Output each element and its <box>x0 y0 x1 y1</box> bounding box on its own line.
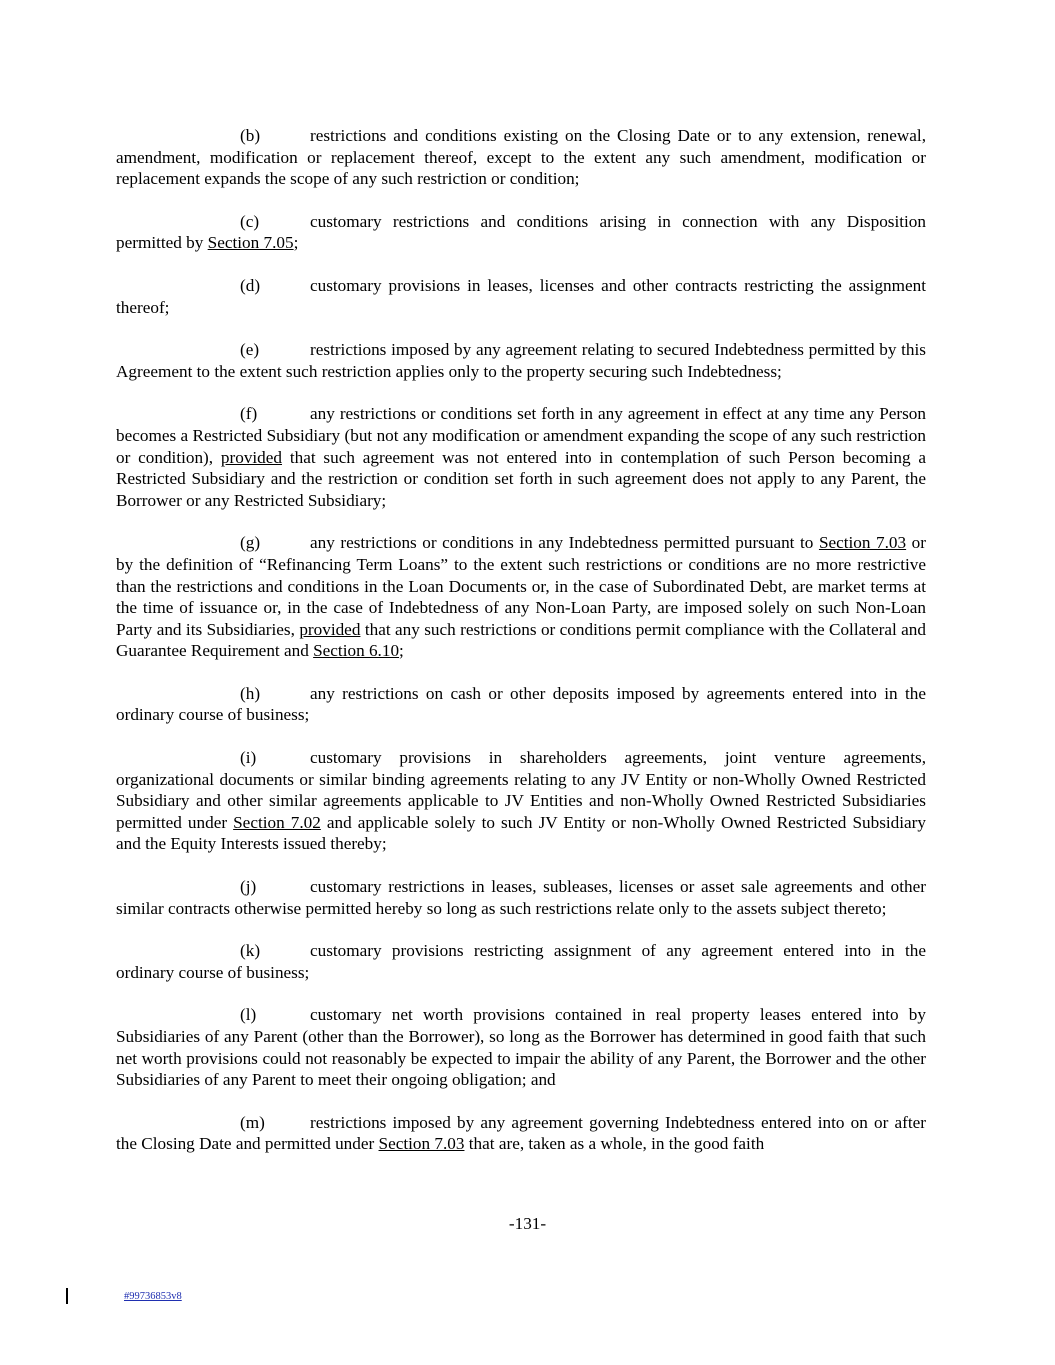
clause-m <box>116 1112 926 1155</box>
section-reference-link: Section 7.03 <box>818 533 907 553</box>
clause-h <box>116 683 926 726</box>
clause-e <box>116 339 926 382</box>
clause-text: customary provisions in shareholders agreements, joint venture agreements, organizational documents or similar binding agreements relating to any JV Entity or non-Wholly Owned Restricted Subsidiary and other similar agreements applicable to JV Entities and non-Wholly Owned Restricted Subsidiaries permitted under <box>116 748 926 832</box>
clause-text: any restrictions on cash or other deposits imposed by agreements entered into in the ordinary course of business; <box>116 683 926 725</box>
clause-label: (m) <box>240 1112 265 1132</box>
clause-label: (k) <box>240 941 261 961</box>
clause-c <box>116 211 926 254</box>
clause-text: that such agreement was not entered into in contemplation of such Person becoming a Restricted Subsidiary and the restriction or condition set forth in such agreement does not apply to any Parent, the Borrower or any Restricted Subsidiary; <box>116 447 927 510</box>
clause-label: (d) <box>240 275 261 295</box>
clause-d <box>116 275 926 318</box>
provided-term: provided <box>299 619 361 639</box>
clause-label: (f) <box>240 404 258 424</box>
clause-text: and applicable solely to such JV Entity or non-Wholly Owned Restricted Subsidiary and the Equity Interests issued thereby; <box>116 812 926 854</box>
clause-text: restrictions imposed by any agreement governing Indebtedness entered into on or after the Closing Date and permitted under <box>116 1112 926 1154</box>
clause-i <box>116 747 926 855</box>
clause-text: customary net worth provisions contained in real property leases entered into by Subsidiaries of any Parent (other than the Borrower), so long as the Borrower has determined in good faith that such net worth provisions could not reasonably be expected to impair the ability of any Parent, the Borrower and the other Subsidiaries of any Parent to meet their ongoing obligation; and <box>116 1005 926 1090</box>
clause-text: customary provisions restricting assignment of any agreement entered into in the ordinary course of business; <box>116 941 926 982</box>
section-reference-link: Section 6.10 <box>313 641 400 661</box>
clause-f <box>116 403 926 511</box>
clause-b <box>116 125 926 190</box>
section-reference-link: Section 7.05 <box>207 233 294 253</box>
clause-text: restrictions and conditions existing on the Closing Date or to any extension, renewal, amendment, modification or replacement thereof, except to the extent any such amendment, modification or replacement expands the scope of any such restriction or condition; <box>116 126 926 189</box>
clause-text: restrictions imposed by any agreement relating to secured Indebtedness permitted by this Agreement to the extent such restriction applies only to the property securing such Indebtedness; <box>116 340 926 381</box>
clause-label: (l) <box>240 1005 257 1025</box>
clause-label: (c) <box>240 211 260 231</box>
clause-j <box>116 876 926 919</box>
clause-text: ; <box>399 641 404 661</box>
clause-text: any restrictions or conditions in any Indebtedness permitted pursuant to <box>310 533 819 553</box>
clause-text: any restrictions or conditions set forth in any agreement in effect at any time any Person becomes a Restricted Subsidiary (but not any modification or amendment expanding the scope of any such restriction or condition), <box>116 404 926 467</box>
clause-text: that are, taken as a whole, in the good faith <box>464 1134 765 1154</box>
clause-text: customary restrictions in leases, subleases, licenses or asset sale agreements and other similar contracts otherwise permitted hereby so long as such restrictions relate only to the assets subject thereto; <box>116 877 926 918</box>
clause-label: (h) <box>240 683 261 703</box>
revision-bar <box>66 1288 68 1304</box>
provided-term: provided <box>220 447 283 467</box>
clause-g <box>116 532 926 662</box>
clause-label: (b) <box>240 126 261 145</box>
clause-text: customary restrictions and conditions arising in connection with any Disposition permitted by <box>116 211 926 253</box>
document-body <box>116 125 926 1155</box>
clause-text: that any such restrictions or conditions permit compliance with the Collateral and Guarantee Requirement and <box>116 619 926 661</box>
clause-label: (e) <box>240 340 260 360</box>
clause-text: ; <box>293 233 299 253</box>
document-id-link[interactable]: #99736853v8 <box>124 1291 182 1302</box>
clause-l <box>116 1004 926 1090</box>
clause-text: or by the definition of “Refinancing Term Loans” to the extent such restrictions or conditions are no more restrictive than the restrictions and conditions in the Loan Documents or, in the case of Subordinated Debt, are market terms at the time of issuance or, in the case of Indebtedness of any Non-Loan Party, are imposed solely on such Non-Loan Party and its Subsidiaries, <box>116 533 926 639</box>
section-reference-link: Section 7.03 <box>378 1134 465 1154</box>
section-reference-link: Section 7.02 <box>233 812 321 832</box>
clause-label: (g) <box>240 533 261 553</box>
clause-k <box>116 940 926 983</box>
page-number: -131- <box>508 1214 547 1233</box>
clause-label: (i) <box>240 748 257 768</box>
clause-text: customary provisions in leases, licenses and other contracts restricting the assignment thereof; <box>116 275 926 317</box>
clause-label: (j) <box>240 877 257 897</box>
